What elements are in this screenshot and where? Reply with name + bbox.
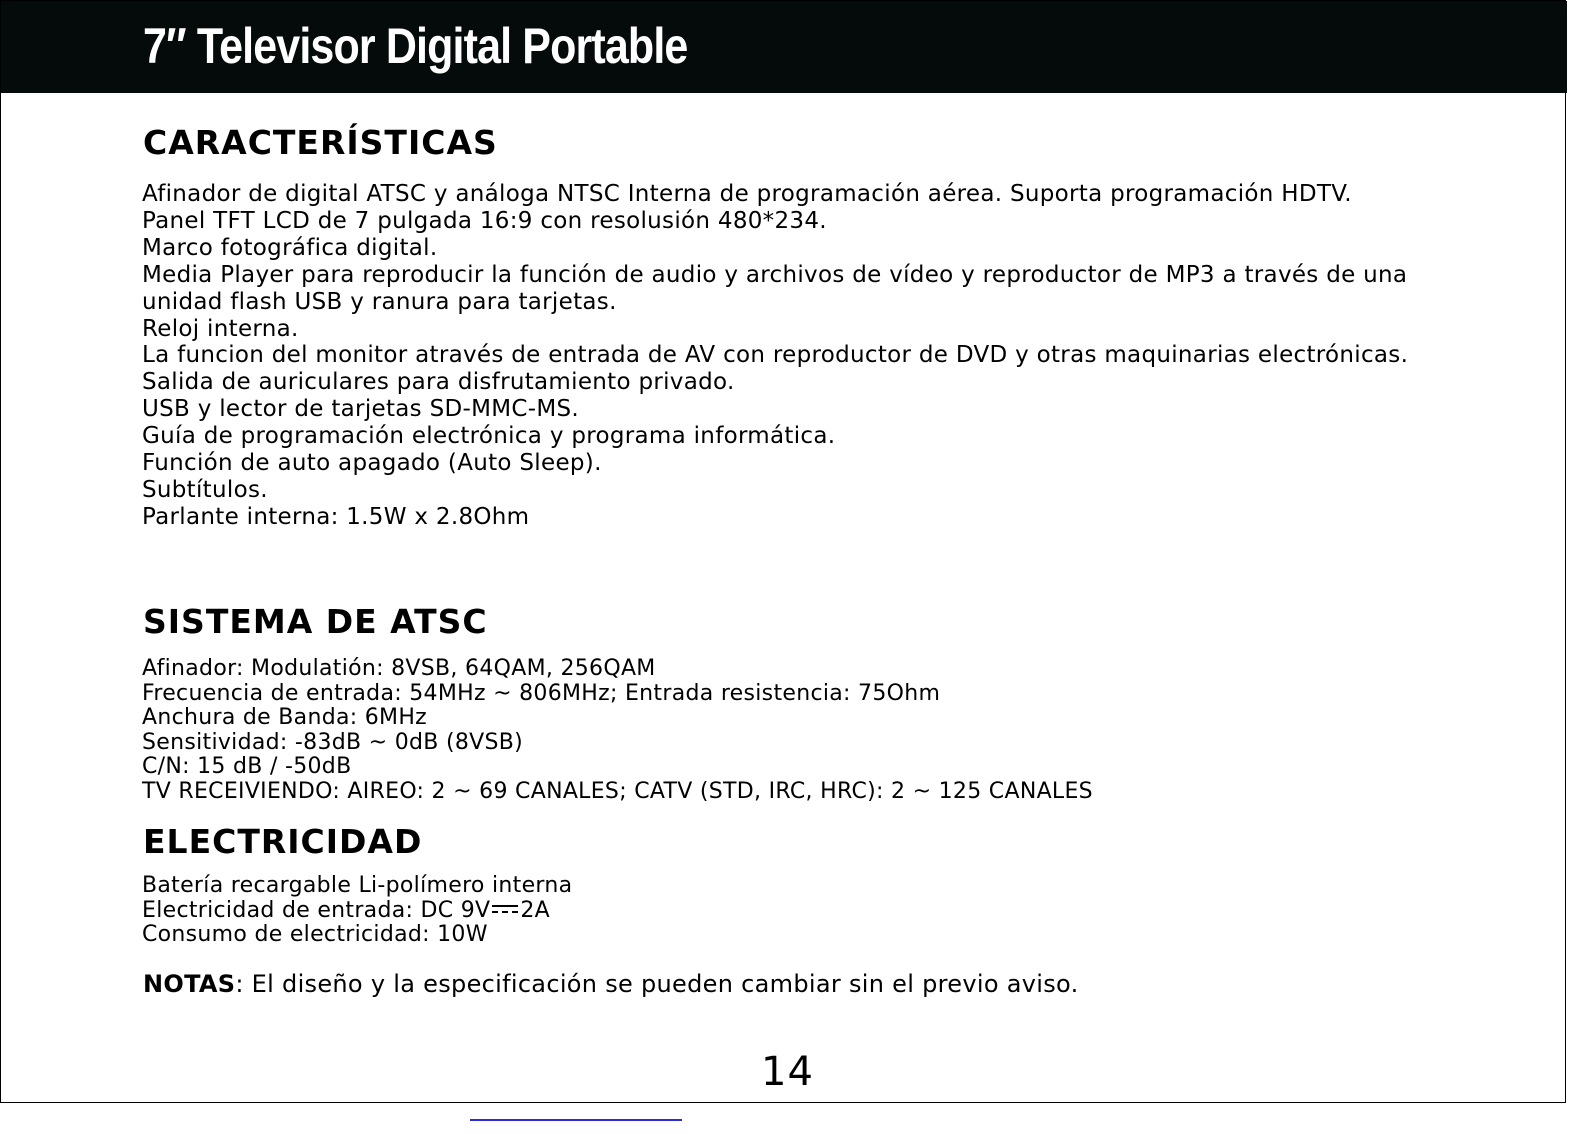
feature-item: Marco fotográfica digital. <box>142 234 438 261</box>
header-bar <box>1 1 1567 93</box>
spec-item: Afinador: Modulatión: 8VSB, 64QAM, 256QAM <box>142 656 656 681</box>
feature-item: Guía de programación electrónica y programa informática. <box>142 423 836 450</box>
power-input-label: Electricidad de entrada: DC 9V <box>142 897 491 923</box>
feature-item: Parlante interna: 1.5W x 2.8Ohm <box>142 503 530 530</box>
atsc-spec-list <box>142 657 1093 804</box>
power-input-current: 2A <box>520 897 551 923</box>
feature-item: La funcion del monitor através de entrada de AV con reproductor de DVD y otras maquinarias electrónicas. <box>142 342 1409 369</box>
caracteristicas-list <box>142 181 1462 531</box>
spec-item: Sensitividad: -83dB ~ 0dB (8VSB) <box>142 729 524 755</box>
heading-caracteristicas: CARACTERÍSTICAS <box>143 123 498 162</box>
spec-item: TV RECEIVIENDO: AIREO: 2 ~ 69 CANALES; CATV (STD, IRC, HRC): 2 ~ 125 CANALES <box>142 778 1093 804</box>
feature-item: Afinador de digital ATSC y análoga NTSC Interna de programación aérea. Suporta programación HDTV. <box>142 181 1352 207</box>
power-input-spec <box>142 899 572 924</box>
page-title: 7″ Televisor Digital Portable <box>143 18 688 74</box>
feature-item: USB y lector de tarjetas SD-MMC-MS. <box>142 396 579 423</box>
note-line <box>143 969 1079 999</box>
heading-sistema-atsc: SISTEMA DE ATSC <box>143 602 488 641</box>
spec-item: C/N: 15 dB / -50dB <box>142 754 352 779</box>
feature-item: Reloj interna. <box>142 315 299 342</box>
consumption-spec: Consumo de electricidad: 10W <box>142 922 488 947</box>
note-text: : El diseño y la especificación se pueden cambiar sin el previo aviso. <box>235 970 1079 998</box>
page-number: 14 <box>761 1049 814 1095</box>
note-label: NOTAS <box>143 970 236 998</box>
spec-item: Anchura de Banda: 6MHz <box>142 705 428 730</box>
heading-electricidad: ELECTRICIDAD <box>143 822 423 861</box>
battery-spec: Batería recargable Li-polímero interna <box>142 873 573 898</box>
link-underline[interactable] <box>470 1119 682 1121</box>
electricidad-spec-list <box>142 874 572 948</box>
feature-item: Subtítulos. <box>142 476 268 503</box>
dc-current-icon <box>492 902 518 918</box>
feature-item: Función de auto apagado (Auto Sleep). <box>142 450 602 477</box>
feature-item: Panel TFT LCD de 7 pulgada 16:9 con resolusión 480*234. <box>142 207 827 234</box>
feature-item: Media Player para reproducir la función de audio y archivos de vídeo y reproductor de MP3 a través de una unidad flash USB y ranura para tarjetas. <box>142 261 1408 315</box>
spec-item: Frecuencia de entrada: 54MHz ~ 806MHz; Entrada resistencia: 75Ohm <box>142 680 941 706</box>
feature-item: Salida de auriculares para disfrutamiento privado. <box>142 369 735 396</box>
